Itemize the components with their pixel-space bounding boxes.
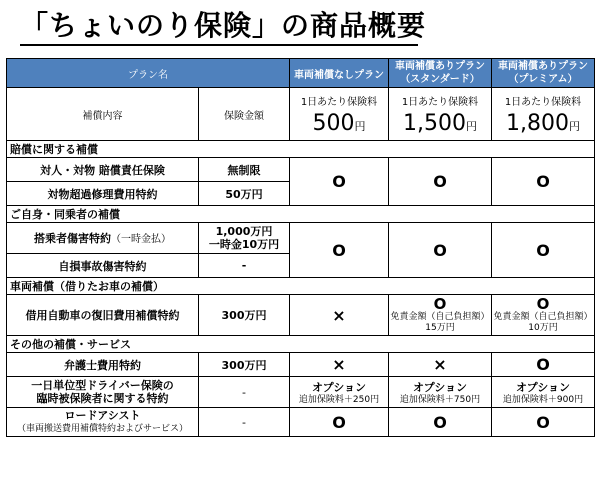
- row-driver-plan2-cell: [389, 377, 492, 408]
- plan3-header: [492, 59, 595, 88]
- row-lawyer-amount: 300万円: [199, 353, 290, 377]
- yen-unit: 円: [568, 119, 580, 133]
- section-liability: 賠償に関する補償: [7, 141, 595, 158]
- row-vehicle-restore-name: 借用自動車の復旧費用補償特約: [7, 295, 199, 336]
- row-road-assist-plan3-mark: O: [492, 408, 595, 437]
- row-driver-plan1-option: オプション: [311, 380, 366, 394]
- row-road-assist-plan2-mark: O: [389, 408, 492, 437]
- row-driver-plan1-extra: 追加保険料＋250円: [298, 394, 380, 405]
- row-passenger-injury-name: [7, 223, 199, 254]
- row-driver-plan3-cell: [492, 377, 595, 408]
- row-vehicle-plan3-cell: [492, 295, 595, 336]
- row-driver-insurance-line1: 一日単位型ドライバー保険の: [31, 379, 174, 392]
- row-lawyer-plan3-mark: O: [492, 353, 595, 377]
- row-excess-repair-name: 対物超過修理費用特約: [7, 182, 199, 206]
- product-summary-table: [6, 58, 595, 437]
- row-driver-insurance-name: [7, 377, 199, 408]
- table-row: [7, 158, 595, 182]
- section-row: [7, 336, 595, 353]
- row-vehicle-restore-amount: 300万円: [199, 295, 290, 336]
- row-lawyer-name: 弁護士費用特約: [7, 353, 199, 377]
- row-road-assist-label: ロードアシスト: [64, 408, 141, 422]
- row-driver-insurance-line2: 臨時被保険者に関する特約: [36, 392, 169, 405]
- daily-fee-label: 1日あたり保険料: [401, 96, 479, 108]
- plan2-header: [389, 59, 492, 88]
- section-vehicle: 車両補償（借りたお車の補償）: [7, 278, 595, 295]
- row-road-assist-name: [7, 408, 199, 437]
- row-vehicle-plan2-cell: [389, 295, 492, 336]
- plan3-header-line2: （プレミアム）: [508, 74, 578, 85]
- page-title: 「ちょいのり保険」の商品概要: [20, 9, 427, 42]
- row-passenger-plan2-mark: O: [389, 223, 492, 278]
- table-row: [7, 353, 595, 377]
- row-passenger-injury-label: 搭乗者傷害特約: [34, 232, 111, 245]
- row-road-assist-note: （車両搬送費用補償特約およびサービス）: [16, 423, 188, 434]
- table-row: [7, 223, 595, 254]
- row-liability-plan3-mark: O: [492, 158, 595, 206]
- daily-fee-label: 1日あたり保険料: [504, 96, 582, 108]
- row-vehicle-plan2-mark: O: [433, 294, 447, 313]
- subheader-row: [7, 88, 595, 141]
- plan2-header-line1: 車両補償ありプラン: [395, 61, 485, 72]
- plan-name-header: プラン名: [7, 59, 290, 88]
- plan2-header-line2: （スタンダード）: [400, 74, 480, 85]
- row-vehicle-plan2-deductible-amount: 15万円: [425, 322, 455, 333]
- table-row: [7, 377, 595, 408]
- plan1-price: 500: [312, 110, 355, 136]
- row-liability-amount: 無制限: [199, 158, 290, 182]
- row-driver-plan3-extra: 追加保険料＋900円: [502, 394, 584, 405]
- plan3-price-cell: [492, 88, 595, 141]
- row-liability-plan1-mark: O: [290, 158, 389, 206]
- daily-fee-label: 1日あたり保険料: [300, 96, 378, 108]
- row-passenger-injury-amount-line2: 一時金10万円: [208, 238, 280, 251]
- row-lawyer-plan1-mark: ×: [290, 353, 389, 377]
- plan3-price: 1,800: [506, 110, 569, 136]
- table-row: [7, 295, 595, 336]
- row-liability-name: 対人・対物 賠償責任保険: [7, 158, 199, 182]
- section-row: [7, 141, 595, 158]
- row-liability-plan2-mark: O: [389, 158, 492, 206]
- plan1-price-cell: [290, 88, 389, 141]
- coverage-header: 補償内容: [7, 88, 199, 141]
- row-passenger-plan3-mark: O: [492, 223, 595, 278]
- row-passenger-injury-note: （一時金払）: [111, 234, 171, 245]
- row-passenger-injury-amount-line1: 1,000万円: [215, 225, 273, 238]
- row-driver-insurance-amount: -: [199, 377, 290, 408]
- row-driver-plan2-option: オプション: [412, 380, 467, 394]
- row-road-assist-plan1-mark: O: [290, 408, 389, 437]
- plan3-header-line1: 車両補償ありプラン: [498, 61, 588, 72]
- row-excess-repair-amount: 50万円: [199, 182, 290, 206]
- plan2-price: 1,500: [403, 110, 466, 136]
- section-row: [7, 278, 595, 295]
- row-vehicle-plan3-deductible: 免責金額（自己負担額）: [493, 311, 593, 322]
- plan1-header: 車両補償なしプラン: [290, 59, 389, 88]
- yen-unit: 円: [465, 119, 477, 133]
- section-self-passenger: ご自身・同乗者の補償: [7, 206, 595, 223]
- plan2-price-cell: [389, 88, 492, 141]
- row-self-accident-name: 自損事故傷害特約: [7, 254, 199, 278]
- row-lawyer-plan2-mark: ×: [389, 353, 492, 377]
- row-road-assist-amount: -: [199, 408, 290, 437]
- row-self-accident-amount: -: [199, 254, 290, 278]
- section-other: その他の補償・サービス: [7, 336, 595, 353]
- row-passenger-plan1-mark: O: [290, 223, 389, 278]
- table-row: [7, 408, 595, 437]
- row-driver-plan3-option: オプション: [515, 380, 570, 394]
- row-vehicle-plan2-deductible: 免責金額（自己負担額）: [390, 311, 490, 322]
- row-vehicle-plan3-deductible-amount: 10万円: [528, 322, 558, 333]
- row-driver-plan2-extra: 追加保険料＋750円: [399, 394, 481, 405]
- row-vehicle-plan1-mark: ×: [290, 295, 389, 336]
- yen-unit: 円: [354, 119, 366, 133]
- row-driver-plan1-cell: [290, 377, 389, 408]
- row-passenger-injury-amount: [199, 223, 290, 254]
- row-vehicle-plan3-mark: O: [536, 294, 550, 313]
- header-row: [7, 59, 595, 88]
- insured-amount-header: 保険金額: [199, 88, 290, 141]
- title-underline: [20, 44, 418, 46]
- section-row: [7, 206, 595, 223]
